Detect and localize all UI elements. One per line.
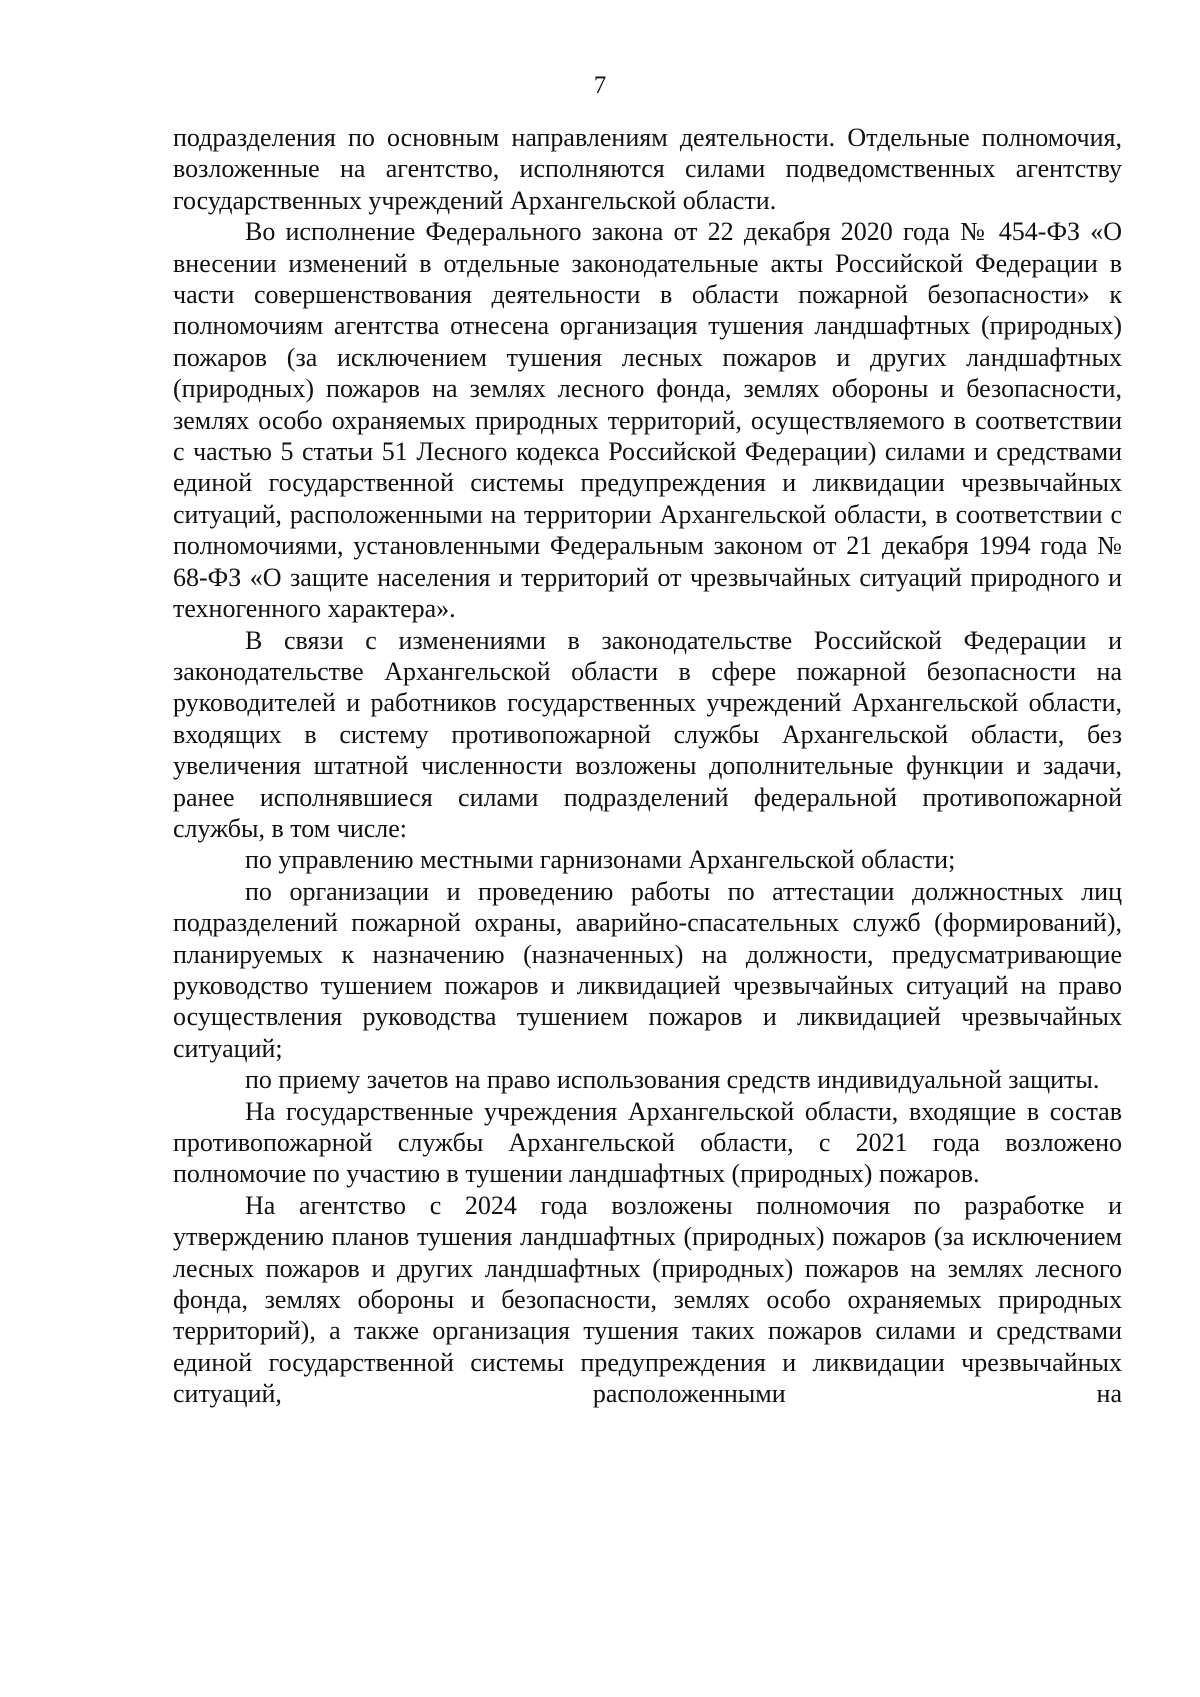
paragraph-last: На агентство с 2024 года возложены полномочия по разработке и утверждению планов тушения ландшафтных (природных) пожаров (за исключением лесных пожаров и других ландшафтных (природных) пожаров на землях лесного фонда, землях обороны и безопасности, землях особо охраняемых природных территорий), а также организация тушения таких пожаров силами и средствами единой государственной системы предупреждения и ликвидации чрезвычайных ситуаций, расположенными на bbox=[173, 1190, 1122, 1409]
paragraph: На государственные учреждения Архангельской области, входящие в состав противопожарной службы Архангельской области, с 2021 года возложено полномочие по участию в тушении ландшафтных (природных) пожаров. bbox=[173, 1096, 1122, 1189]
paragraph: по управлению местными гарнизонами Архангельской области; bbox=[245, 845, 956, 875]
page-number: 7 bbox=[593, 72, 607, 99]
paragraph: подразделения по основным направлениям деятельности. Отдельные полномочия, возложенные на агентство, исполняются силами подведомственных агентству государственных учреждений Архангельской области. bbox=[173, 123, 1122, 215]
paragraph: по приему зачетов на право использования средств индивидуальной защиты. bbox=[245, 1065, 1100, 1095]
document-body bbox=[173, 122, 1122, 1410]
paragraph: по организации и проведению работы по аттестации должностных лиц подразделений пожарной охраны, аварийно-спасательных служб (формирований), планируемых к назначению (назначенных) на должности, предусматривающие руководство тушением пожаров и ликвидацией чрезвычайных ситуаций на право осуществления руководства тушением пожаров и ликвидацией чрезвычайных ситуаций; bbox=[173, 876, 1122, 1063]
paragraph: Во исполнение Федерального закона от 22 декабря 2020 года № 454-ФЗ «О внесении изменений в отдельные законодательные акты Российской Федерации в части совершенствования деятельности в области пожарной безопасности» к полномочиям агентства отнесена организация тушения ландшафтных (природных) пожаров (за исключением тушения лесных пожаров и других ландшафтных (природных) пожаров на землях лесного фонда, землях обороны и безопасности, землях особо охраняемых природных территорий, осуществляемого в соответствии с частью 5 статьи 51 Лесного кодекса Российской Федерации) силами и средствами единой государственной системы предупреждения и ликвидации чрезвычайных ситуаций, расположенными на территории Архангельской области, в соответствии с полномочиями, установленными Федеральным законом от 21 декабря 1994 года № 68-ФЗ «О защите населения и территорий от чрезвычайных ситуаций природного и техногенного характера». bbox=[173, 217, 1122, 624]
paragraph: В связи с изменениями в законодательстве Российской Федерации и законодательстве Архангельской области в сфере пожарной безопасности на руководителей и работников государственных учреждений Архангельской области, входящих в систему противопожарной службы Архангельской области, без увеличения штатной численности возложены дополнительные функции и задачи, ранее исполнявшиеся силами подразделений федеральной противопожарной службы, в том числе: bbox=[173, 625, 1122, 843]
